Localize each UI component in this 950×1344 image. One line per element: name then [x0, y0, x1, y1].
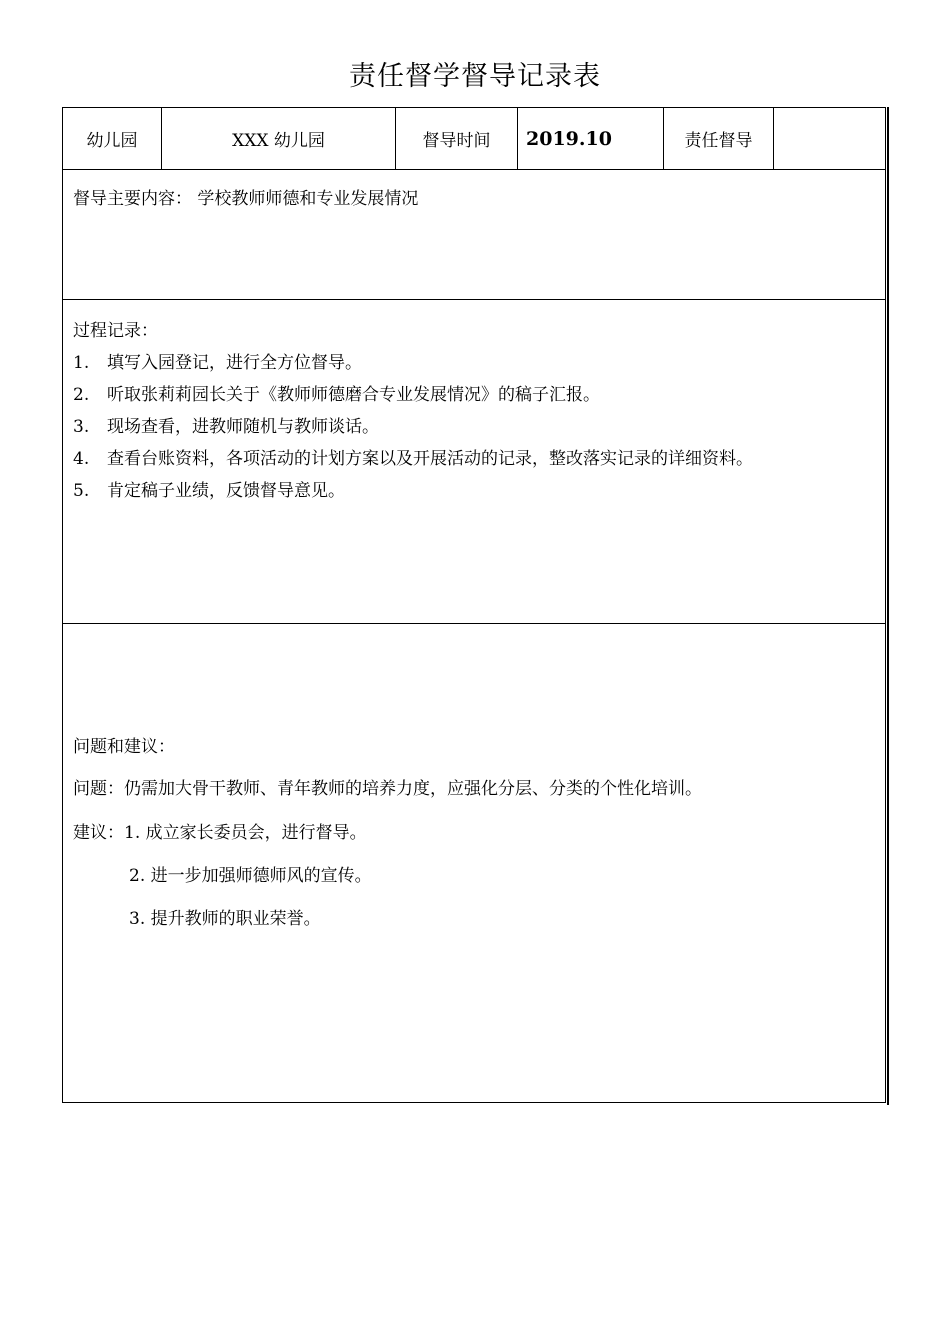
header-row	[63, 108, 885, 170]
process-item	[73, 348, 362, 373]
document-title: 责任督学督导记录表	[349, 61, 601, 92]
label-supervisor: 责任督导	[664, 108, 774, 169]
process-heading: 过程记录：	[73, 321, 158, 341]
process-item-number: 2.	[73, 385, 90, 405]
table-border-edge	[887, 107, 889, 1105]
process-item	[73, 444, 753, 469]
process-item-number: 3.	[73, 417, 90, 437]
process-item	[73, 476, 345, 501]
process-item-number: 4.	[73, 449, 90, 469]
suggestions-row	[63, 624, 885, 1102]
process-item	[73, 380, 600, 405]
advice-line: 3. 提升教师的职业荣誉。	[129, 909, 321, 929]
process-item-number: 5.	[73, 481, 90, 501]
main-content-text: 督导主要内容： 学校教师师德和专业发展情况	[73, 189, 419, 209]
school-name: XXX 幼儿园	[162, 108, 396, 169]
main-content-row	[63, 170, 885, 300]
label-school: 幼儿园	[63, 108, 162, 169]
label-time: 督导时间	[396, 108, 518, 169]
suggestions-heading: 问题和建议：	[73, 737, 175, 757]
process-record-row	[63, 300, 885, 624]
process-item-text: 听取张莉莉园长关于《教师师德磨合专业发展情况》的稿子汇报。	[107, 385, 600, 405]
time-value: 2019.10	[518, 108, 664, 169]
record-table	[62, 107, 886, 1103]
problem-text: 问题：仍需加大骨干教师、青年教师的培养力度，应强化分层、分类的个性化培训。	[73, 779, 702, 799]
process-item-text: 查看台账资料，各项活动的计划方案以及开展活动的记录，整改落实记录的详细资料。	[107, 449, 753, 469]
process-item-number: 1.	[73, 353, 90, 373]
advice-line: 2. 进一步加强师德师风的宣传。	[129, 866, 372, 886]
process-item-text: 肯定稿子业绩，反馈督导意见。	[107, 481, 345, 501]
process-item	[73, 412, 379, 437]
advice-line: 建议：1. 成立家长委员会，进行督导。	[73, 823, 367, 843]
supervisor-value	[774, 108, 885, 169]
process-item-text: 现场查看，进教师随机与教师谈话。	[107, 417, 379, 437]
process-item-text: 填写入园登记，进行全方位督导。	[107, 353, 362, 373]
